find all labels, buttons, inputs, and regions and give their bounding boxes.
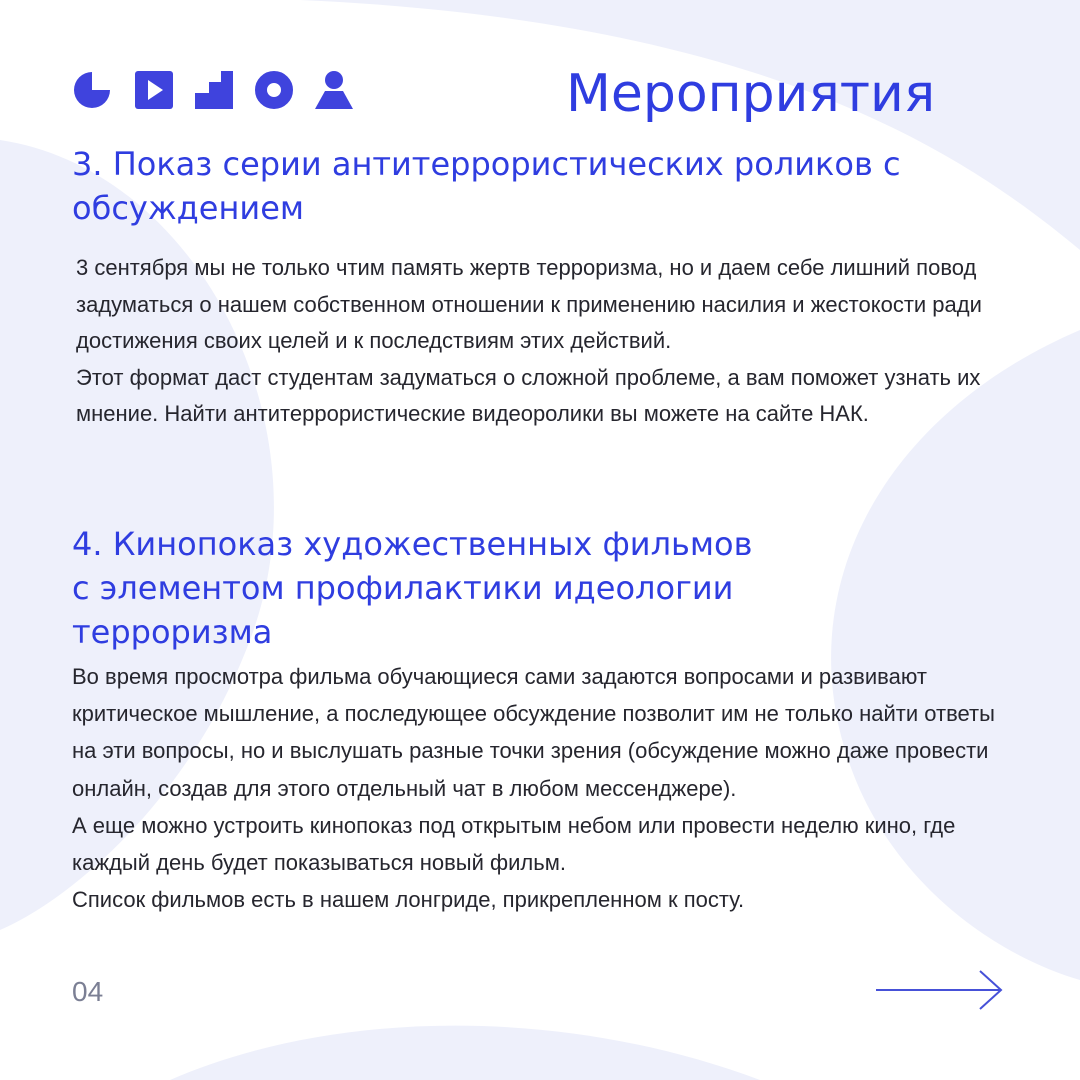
section-4-paragraph: Во время просмотра фильма обучающиеся сами задаются вопросами и развивают критическое мышление, а последующее обсуждение позволит им не только найти ответы на эти вопросы, но и выслушать разные точки зрения (обсуждение можно даже провести онлайн, создав для этого отдельный чат в любом мессенджере).: [72, 664, 995, 801]
section-4-body: [72, 658, 1012, 918]
pie-icon: [72, 70, 112, 110]
section-4-heading-line: с элементом профилактики идеологии: [72, 569, 734, 607]
play-icon: [134, 70, 174, 110]
brand-logo: [72, 70, 362, 114]
ring-icon: [254, 70, 294, 110]
section-4-paragraph: А еще можно устроить кинопоказ под открытым небом или провести неделю кино, где каждый день будет показываться новый фильм.: [72, 812, 956, 876]
steps-icon: [194, 70, 234, 110]
wave-bottom: [170, 1026, 760, 1080]
section-4-paragraph: Список фильмов есть в нашем лонгриде, прикрепленном к посту.: [72, 887, 745, 913]
section-3-body: [76, 250, 1016, 433]
person-icon: [314, 70, 354, 110]
page-number: 04: [72, 976, 104, 1007]
section-4-heading-line: терроризма: [72, 613, 273, 651]
section-4-heading: [72, 522, 1032, 654]
section-4-heading-line: 4. Кинопоказ художественных фильмов: [72, 525, 753, 563]
section-3-paragraph: 3 сентября мы не только чтим память жертв терроризма, но и даем себе лишний повод задуматься о нашем собственном отношении к применению насилия и жестокости ради достижения своих целей и к последствиям этих действий.: [76, 255, 982, 354]
section-3-heading: 3. Показ серии антитеррористических роликов с обсуждением: [72, 145, 901, 227]
arrow-right-icon[interactable]: [872, 968, 1006, 1012]
page-title: Мероприятия: [566, 64, 936, 124]
section-3-paragraph: Этот формат даст студентам задуматься о сложной проблеме, а вам поможет узнать их мнение. Найти антитеррористические видеоролики вы можете на сайте НАК.: [76, 364, 981, 427]
